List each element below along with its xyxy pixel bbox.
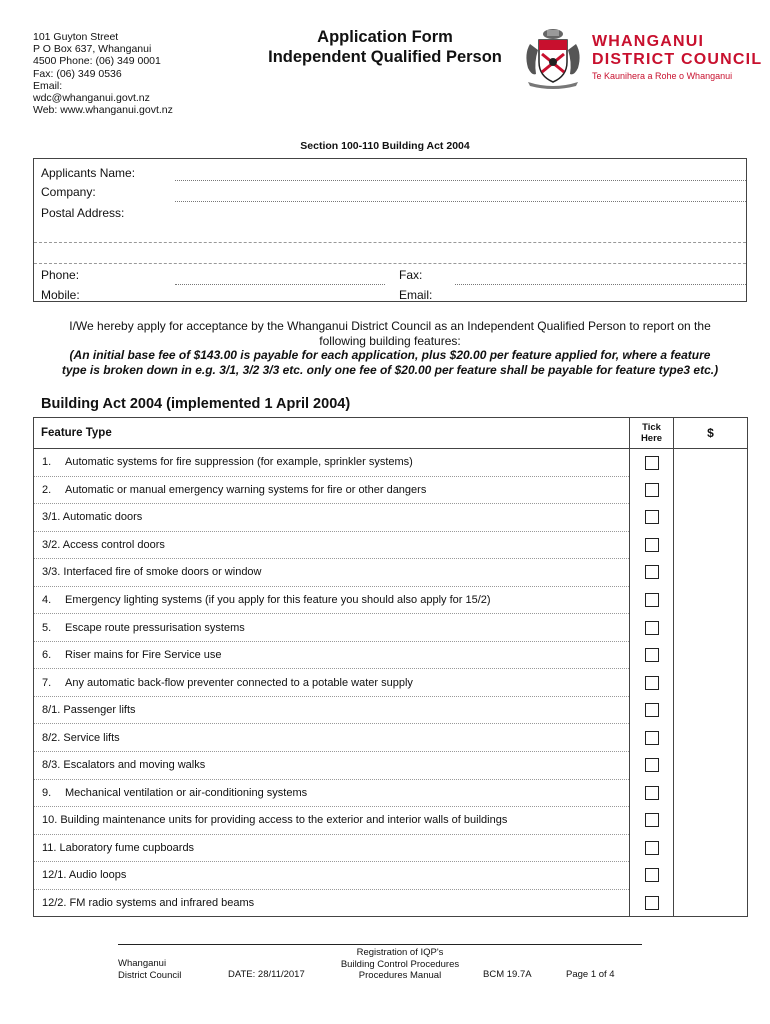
feature-checkbox[interactable]	[645, 703, 659, 717]
feature-row	[34, 752, 748, 780]
feature-label	[34, 614, 630, 642]
fee-note-line1: (An initial base fee of $143.00 is payable for each application, plus $20.00 per feature applied for, where a feature	[69, 348, 711, 363]
feature-label	[34, 641, 630, 669]
feature-row	[34, 641, 748, 669]
footer-doc-line2: Building Control Procedures	[340, 958, 460, 970]
feature-row	[34, 889, 748, 917]
fee-amount-cell[interactable]	[674, 614, 748, 642]
feature-text: Automatic systems for fire suppression (for example, sprinkler systems)	[65, 456, 413, 469]
fee-amount-cell[interactable]	[674, 504, 748, 532]
feature-label	[34, 669, 630, 697]
feature-checkbox[interactable]	[645, 456, 659, 470]
fee-amount-cell[interactable]	[674, 807, 748, 835]
fax-label: Fax:	[399, 268, 423, 282]
feature-number: 6.	[42, 649, 52, 662]
feature-type-header: Feature Type	[34, 418, 630, 449]
tick-header-line1: Tick	[642, 422, 661, 433]
feature-number: 5.	[42, 621, 52, 634]
feature-checkbox[interactable]	[645, 676, 659, 690]
tick-cell	[630, 669, 674, 697]
tick-cell	[630, 586, 674, 614]
feature-label	[34, 779, 630, 807]
feature-number: 7.	[42, 676, 52, 689]
feature-text: 3/2. Access control doors	[42, 538, 165, 551]
fee-amount-cell[interactable]	[674, 669, 748, 697]
feature-text: 3/1. Automatic doors	[42, 511, 143, 524]
feature-checkbox[interactable]	[645, 731, 659, 745]
feature-label	[34, 889, 630, 917]
feature-text: 8/1. Passenger lifts	[42, 704, 136, 717]
feature-text: Emergency lighting systems (if you apply for this feature you should also apply for 15/2)	[65, 594, 491, 606]
tick-cell	[630, 449, 674, 477]
council-address	[33, 31, 173, 116]
fee-amount-cell[interactable]	[674, 696, 748, 724]
fee-amount-cell[interactable]	[674, 559, 748, 587]
feature-text: 12/1. Audio loops	[42, 869, 127, 882]
council-tagline: Te Kaunihera a Rohe o Whanganui	[592, 71, 733, 81]
tick-cell	[630, 889, 674, 917]
footer-org-line1: Whanganui	[118, 958, 167, 969]
act-heading: Building Act 2004 (implemented 1 April 2004)	[41, 396, 351, 412]
feature-text: Riser mains for Fire Service use	[65, 649, 222, 662]
tick-cell	[630, 531, 674, 559]
footer-org	[118, 958, 181, 981]
feature-number: 9.	[42, 786, 52, 799]
feature-checkbox[interactable]	[645, 758, 659, 772]
fee-amount-cell[interactable]	[674, 586, 748, 614]
form-title-line1: Application Form	[317, 28, 453, 46]
feature-row	[34, 724, 748, 752]
postal-address-field-1[interactable]	[34, 242, 746, 243]
feature-table	[33, 417, 748, 917]
feature-label	[34, 531, 630, 559]
feature-row	[34, 449, 748, 477]
tick-here-header	[630, 418, 674, 449]
feature-label	[34, 586, 630, 614]
feature-checkbox[interactable]	[645, 593, 659, 607]
dollar-header: $	[674, 418, 748, 449]
council-name-line2: DISTRICT COUNCIL	[592, 51, 763, 68]
feature-text: 12/2. FM radio systems and infrared beams	[42, 897, 255, 910]
fee-note-line2: type is broken down in e.g. 3/1, 3/2 3/3 etc. only one fee of $20.00 per feature shall be payable for feature type3 etc.)	[61, 362, 719, 377]
feature-text: 3/3. Interfaced fire of smoke doors or window	[42, 566, 262, 579]
email-label: Email:	[399, 288, 433, 302]
tick-header-line2: Here	[640, 433, 663, 444]
feature-row	[34, 559, 748, 587]
fee-amount-cell[interactable]	[674, 752, 748, 780]
feature-label	[34, 834, 630, 862]
fee-amount-cell[interactable]	[674, 862, 748, 890]
fax-field[interactable]	[455, 284, 746, 285]
declaration-line2: following building features:	[319, 333, 461, 348]
feature-label	[34, 696, 630, 724]
feature-row	[34, 696, 748, 724]
footer-document	[330, 947, 470, 982]
applicant-name-label: Applicants Name:	[41, 166, 136, 180]
tick-cell	[630, 752, 674, 780]
feature-checkbox[interactable]	[645, 868, 659, 882]
council-wordmark	[592, 33, 762, 83]
feature-row	[34, 807, 748, 835]
footer-doc-line3: Procedures Manual	[358, 970, 442, 981]
feature-text: 11. Laboratory fume cupboards	[42, 841, 195, 854]
feature-row	[34, 614, 748, 642]
feature-row	[34, 531, 748, 559]
tick-cell	[630, 476, 674, 504]
fee-amount-cell[interactable]	[674, 641, 748, 669]
fee-amount-cell[interactable]	[674, 476, 748, 504]
phone-field[interactable]	[175, 284, 385, 285]
feature-label	[34, 476, 630, 504]
feature-row	[34, 586, 748, 614]
address-line: wdc@whanganui.govt.nz	[33, 92, 150, 105]
mobile-label: Mobile:	[41, 288, 80, 302]
feature-row	[34, 476, 748, 504]
footer-date: DATE: 28/11/2017	[228, 969, 305, 980]
section-reference: Section 100-110 Building Act 2004	[300, 140, 470, 152]
tick-cell	[630, 614, 674, 642]
address-line: Web: www.whanganui.govt.nz	[33, 104, 173, 117]
company-label: Company:	[41, 185, 96, 199]
fee-amount-cell[interactable]	[674, 531, 748, 559]
tick-cell	[630, 807, 674, 835]
feature-text: Any automatic back-flow preventer connected to a potable water supply	[65, 676, 413, 689]
tick-cell	[630, 504, 674, 532]
feature-label	[34, 807, 630, 835]
tick-cell	[630, 559, 674, 587]
address-line: 4500 Phone: (06) 349 0001	[33, 55, 161, 68]
feature-checkbox[interactable]	[645, 621, 659, 635]
fee-amount-cell[interactable]	[674, 779, 748, 807]
postal-address-label: Postal Address:	[41, 206, 125, 220]
feature-number: 4.	[42, 594, 52, 606]
tick-cell	[630, 834, 674, 862]
tick-cell	[630, 724, 674, 752]
footer-doc-line1: Registration of IQP's	[356, 947, 444, 958]
feature-text: 10. Building maintenance units for providing access to the exterior and interior walls of buildings	[42, 814, 508, 827]
feature-row	[34, 504, 748, 532]
address-line: Fax: (06) 349 0536	[33, 67, 122, 80]
feature-checkbox[interactable]	[645, 786, 659, 800]
declaration-text	[33, 319, 747, 377]
tick-cell	[630, 696, 674, 724]
postal-address-field-2[interactable]	[34, 263, 746, 264]
feature-label	[34, 559, 630, 587]
feature-text: Escape route pressurisation systems	[65, 621, 245, 634]
address-line: Email:	[33, 79, 63, 92]
feature-label	[34, 862, 630, 890]
feature-row	[34, 862, 748, 890]
feature-text: 8/2. Service lifts	[42, 731, 120, 744]
feature-text: Mechanical ventilation or air-conditioning systems	[65, 786, 308, 799]
form-title-line2: Independent Qualified Person	[268, 48, 502, 66]
tick-cell	[630, 862, 674, 890]
fee-amount-cell[interactable]	[674, 449, 748, 477]
address-line: 101 Guyton Street	[33, 31, 119, 43]
feature-checkbox[interactable]	[645, 483, 659, 497]
fee-amount-cell[interactable]	[674, 889, 748, 917]
feature-text: Automatic or manual emergency warning systems for fire or other dangers	[65, 483, 427, 496]
company-field[interactable]	[175, 201, 746, 202]
feature-row	[34, 779, 748, 807]
footer-code: BCM 19.7A	[483, 969, 532, 980]
feature-label	[34, 449, 630, 477]
feature-label	[34, 724, 630, 752]
tick-cell	[630, 779, 674, 807]
feature-row	[34, 669, 748, 697]
feature-label	[34, 752, 630, 780]
phone-label: Phone:	[41, 268, 80, 282]
coat-of-arms-icon	[520, 24, 586, 90]
feature-checkbox[interactable]	[645, 896, 659, 910]
feature-checkbox[interactable]	[645, 813, 659, 827]
council-name-line1: WHANGANUI	[592, 33, 705, 50]
feature-label	[34, 504, 630, 532]
fee-amount-cell[interactable]	[674, 724, 748, 752]
declaration-line1: I/We hereby apply for acceptance by the Whanganui District Council as an Independent Qualified Person to report on the	[69, 319, 711, 333]
feature-checkbox[interactable]	[645, 538, 659, 552]
applicant-name-field[interactable]	[175, 180, 746, 181]
feature-number: 2.	[42, 483, 52, 496]
footer-org-line2: District Council	[118, 969, 182, 981]
feature-row	[34, 834, 748, 862]
feature-number: 1.	[42, 456, 52, 469]
feature-checkbox[interactable]	[645, 648, 659, 662]
feature-checkbox[interactable]	[645, 841, 659, 855]
address-line: P O Box 637, Whanganui	[33, 43, 152, 56]
feature-checkbox[interactable]	[645, 510, 659, 524]
tick-cell	[630, 641, 674, 669]
feature-text: 8/3. Escalators and moving walks	[42, 759, 206, 772]
form-title	[240, 27, 530, 67]
feature-checkbox[interactable]	[645, 565, 659, 579]
footer-rule	[118, 944, 642, 945]
feature-table-header	[34, 418, 748, 449]
fee-amount-cell[interactable]	[674, 834, 748, 862]
footer-page-number: Page 1 of 4	[566, 969, 615, 980]
